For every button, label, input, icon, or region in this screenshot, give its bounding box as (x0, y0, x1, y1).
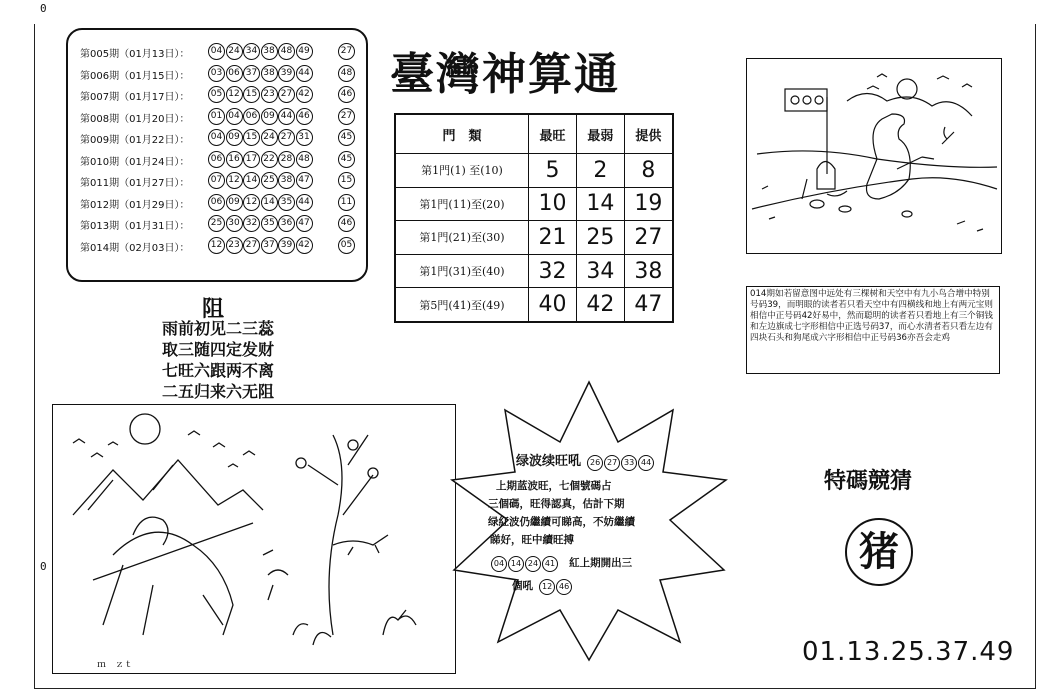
door-range: 第1門(1) 至(10) (395, 154, 529, 188)
number-ball: 23 (261, 86, 278, 103)
number-ball: 30 (226, 215, 243, 232)
number-ball: 38 (278, 172, 295, 189)
results-row (80, 236, 360, 256)
number-ball: 46 (296, 108, 313, 125)
number-ball: 47 (296, 215, 313, 232)
door-range: 第1門(11)至(20) (395, 187, 529, 221)
special-number-ball: 15 (338, 172, 355, 189)
guess-animal: 猪 (845, 518, 913, 586)
provided-number: 19 (624, 187, 673, 221)
number-ball: 35 (278, 194, 295, 211)
provided-number: 27 (624, 221, 673, 255)
issue-label: 第005期（01月13日）： (80, 49, 190, 60)
number-ball: 44 (278, 108, 295, 125)
header-cold: 最弱 (576, 114, 624, 154)
number-ball: 09 (261, 108, 278, 125)
special-number-ball: 11 (338, 194, 355, 211)
page-title: 臺灣神算通 (390, 49, 620, 100)
issue-label: 第007期（01月17日）： (80, 92, 190, 103)
number-ball: 44 (638, 455, 654, 471)
number-ball: 12 (226, 172, 243, 189)
number-ball: 17 (243, 151, 260, 168)
number-ball: 37 (243, 65, 260, 82)
poem-title: 阻 (202, 296, 225, 322)
number-ball: 39 (278, 65, 295, 82)
number-ball: 04 (208, 43, 225, 60)
cold-number: 34 (576, 254, 624, 288)
header-door: 門 類 (395, 114, 529, 154)
hot-number: 40 (529, 288, 577, 322)
starburst-red-row (490, 551, 708, 572)
number-ball: 41 (542, 556, 558, 572)
special-number-ball: 05 (338, 237, 355, 254)
number-ball: 14 (261, 194, 278, 211)
issue-label: 第006期（01月15日）： (80, 70, 190, 82)
number-ball: 48 (278, 43, 295, 60)
doors-table-row (395, 221, 673, 255)
special-number-ball: 27 (338, 108, 355, 125)
hot-number: 5 (529, 154, 577, 188)
issue-label: 第011期（01月27日）： (80, 178, 190, 189)
number-ball: 32 (243, 215, 260, 232)
number-ball: 26 (587, 455, 603, 471)
number-ball: 27 (278, 86, 295, 103)
number-ball: 31 (296, 129, 313, 146)
number-ball: 04 (226, 108, 243, 125)
results-row (80, 150, 360, 170)
provided-number: 47 (624, 288, 673, 322)
doors-table-row (395, 187, 673, 221)
cold-number: 42 (576, 288, 624, 322)
results-row (80, 171, 360, 191)
number-ball: 48 (296, 151, 313, 168)
number-ball: 06 (226, 65, 243, 82)
number-ball: 15 (243, 129, 260, 146)
number-ball: 12 (539, 579, 555, 595)
number-ball: 04 (208, 129, 225, 146)
doors-table-row (395, 288, 673, 322)
number-ball: 24 (226, 43, 243, 60)
results-row (80, 85, 360, 105)
number-ball: 34 (243, 43, 260, 60)
guess-numbers: 01.13.25.37.49 (802, 637, 1015, 667)
results-row (80, 128, 360, 148)
number-ball: 14 (508, 556, 524, 572)
issue-label: 第010期（01月24日）： (80, 156, 190, 168)
door-range: 第1門(21)至(30) (395, 221, 529, 255)
starburst-line: 睇好，旺中續旺搏 (490, 534, 574, 546)
results-row (80, 214, 360, 234)
pic-caption: ｍ ｚｔ (97, 660, 134, 670)
header-hot: 最旺 (529, 114, 577, 154)
number-ball: 04 (491, 556, 507, 572)
number-ball: 24 (261, 129, 278, 146)
number-ball: 22 (261, 151, 278, 168)
number-ball: 15 (243, 86, 260, 103)
cold-number: 14 (576, 187, 624, 221)
guess-title: 特碼競猜 (824, 468, 913, 494)
hot-number: 21 (529, 221, 577, 255)
starburst-foot (512, 574, 708, 595)
starburst-foot-text: 個吼 (512, 580, 533, 592)
doors-table (394, 113, 674, 323)
number-ball: 07 (208, 172, 225, 189)
starburst-line: 绿紅波仍繼續可睇高，不妨繼續 (488, 516, 635, 528)
special-number-ball: 48 (338, 65, 355, 82)
number-ball: 46 (556, 579, 572, 595)
starburst-header (516, 450, 708, 471)
number-ball: 35 (261, 215, 278, 232)
number-ball: 36 (278, 215, 295, 232)
dog-flag-drawing (747, 59, 1001, 253)
door-range: 第5門(41)至(49) (395, 288, 529, 322)
number-ball: 25 (261, 172, 278, 189)
results-row (80, 107, 360, 127)
poem-line: 七旺六跟两不离 (162, 361, 275, 380)
number-ball: 05 (208, 86, 225, 103)
number-ball: 37 (261, 237, 278, 254)
number-ball: 12 (243, 194, 260, 211)
starburst-content (458, 450, 708, 595)
poem-line: 雨前初见二三蕊 (162, 319, 275, 338)
poem (162, 318, 274, 402)
issue-label: 第012期（01月29日）： (80, 199, 190, 211)
hot-number: 32 (529, 254, 577, 288)
special-number-ball: 46 (338, 215, 355, 232)
number-ball: 09 (226, 129, 243, 146)
number-ball: 44 (296, 194, 313, 211)
rider-landscape-drawing (53, 405, 455, 673)
number-ball: 27 (243, 237, 260, 254)
number-ball: 38 (261, 65, 278, 82)
number-ball: 27 (278, 129, 295, 146)
number-ball: 06 (208, 151, 225, 168)
doors-table-header (395, 114, 673, 154)
door-range: 第1門(31)至(40) (395, 254, 529, 288)
starburst-line: 上期蓝波旺，七個號碼占 (496, 480, 612, 492)
number-ball: 16 (226, 151, 243, 168)
number-ball: 23 (226, 237, 243, 254)
starburst-red-text: 紅上期開出三 (569, 557, 633, 569)
issue-label: 第013期（01月31日）： (80, 221, 190, 232)
number-ball: 27 (604, 455, 620, 471)
doors-table-row (395, 254, 673, 288)
provided-number: 38 (624, 254, 673, 288)
special-number-ball: 45 (338, 151, 355, 168)
results-row (80, 42, 360, 62)
rider-landscape-illustration (52, 404, 456, 674)
number-ball: 06 (243, 108, 260, 125)
header-provide: 提供 (624, 114, 673, 154)
starburst-title: 绿波续旺吼 (516, 454, 582, 469)
issue-label: 第008期（01月20日）： (80, 113, 190, 125)
issue-label: 第009期（01月22日）： (80, 135, 190, 146)
issue-label: 第014期（02月03日）： (80, 242, 190, 254)
provided-number: 8 (624, 154, 673, 188)
poem-line: 取三随四定发财 (162, 340, 275, 359)
special-number-ball: 27 (338, 43, 355, 60)
number-ball: 39 (278, 237, 295, 254)
number-ball: 12 (226, 86, 243, 103)
number-ball: 06 (208, 194, 225, 211)
cold-number: 2 (576, 154, 624, 188)
special-number-ball: 46 (338, 86, 355, 103)
cold-number: 25 (576, 221, 624, 255)
number-ball: 49 (296, 43, 313, 60)
corner-mark-top: 0 (40, 2, 47, 15)
dog-flag-illustration (746, 58, 1002, 254)
doors-table-row (395, 154, 673, 188)
starburst-line: 三個碼，旺得認真，估計下期 (488, 498, 625, 510)
number-ball: 33 (621, 455, 637, 471)
number-ball: 01 (208, 108, 225, 125)
corner-mark-mid: 0 (40, 560, 47, 573)
results-history-box (66, 28, 368, 282)
number-ball: 24 (525, 556, 541, 572)
number-ball: 25 (208, 215, 225, 232)
number-ball: 38 (261, 43, 278, 60)
number-ball: 42 (296, 237, 313, 254)
poem-line: 二五归来六无阻 (162, 382, 275, 401)
number-ball: 44 (296, 65, 313, 82)
number-ball: 03 (208, 65, 225, 82)
number-ball: 09 (226, 194, 243, 211)
number-ball: 14 (243, 172, 260, 189)
number-ball: 12 (208, 237, 225, 254)
hint-note: 014期如若留意图中远处有三棵树和天空中有九小鸟合增中特别号码39，而明眼的读者若只看天空中有四横线和地上有两元宝则相信中正号码42好易中，然而聪明的读者若只看地上有三个铜钱和左边旗成七字形相信中正选号码37，而心水清者若只看左边有四块石头和狗尾成六字形相信中正号码36亦吾会走鸡 (746, 286, 1000, 374)
results-row (80, 193, 360, 213)
number-ball: 42 (296, 86, 313, 103)
number-ball: 47 (296, 172, 313, 189)
special-number-ball: 45 (338, 129, 355, 146)
number-ball: 28 (278, 151, 295, 168)
results-row (80, 64, 360, 84)
hot-number: 10 (529, 187, 577, 221)
